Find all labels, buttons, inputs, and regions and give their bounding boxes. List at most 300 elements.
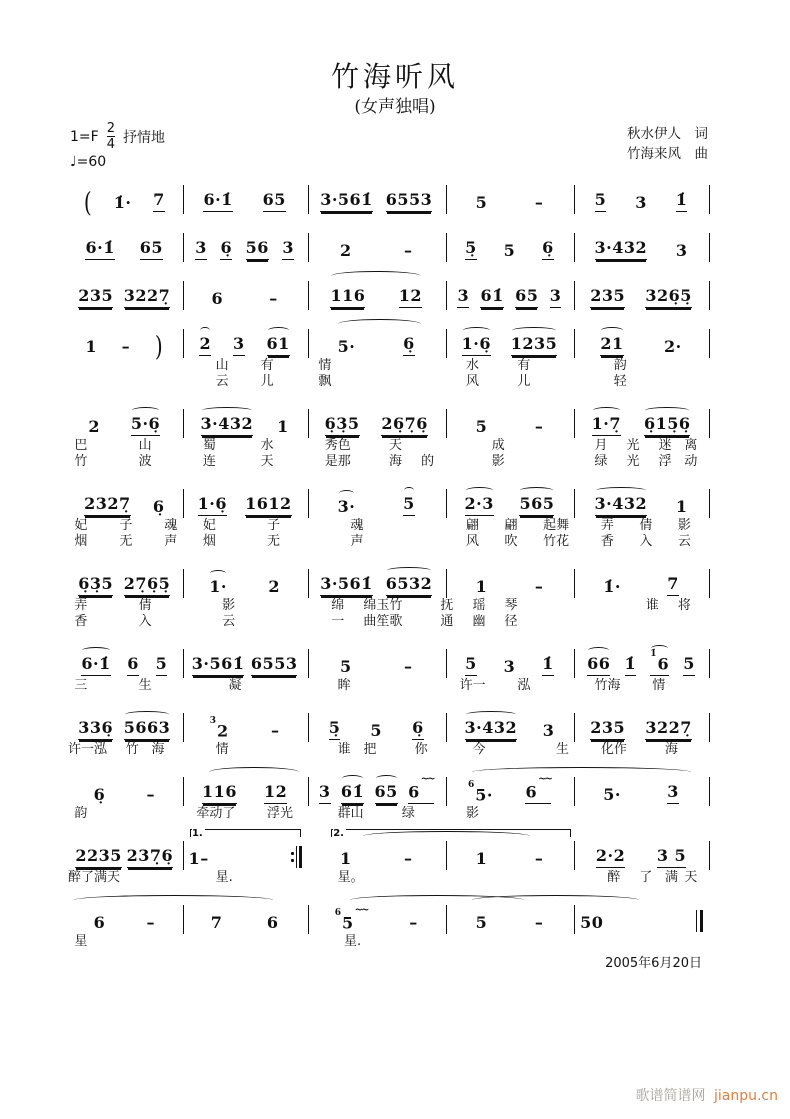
note-digits: – [404, 657, 413, 676]
measure [184, 649, 309, 678]
volta-label: 1. [191, 828, 203, 839]
note-digits: 2·3 [464, 494, 494, 513]
note-digits: 12 [398, 286, 423, 305]
lyric-syllable: 眸 [337, 678, 351, 693]
note-group [325, 414, 360, 436]
measure [68, 713, 184, 742]
lyric-syllable: 儿 [517, 374, 531, 389]
lyric-syllable: 影 [491, 454, 505, 469]
note-digits: 6̣3̣5 [78, 574, 114, 593]
note-group [114, 193, 132, 212]
note-digits: 1̇· [603, 577, 621, 596]
lyric-syllable: 韵 [613, 358, 627, 373]
measure [68, 489, 184, 518]
measure [68, 185, 184, 219]
lyric-syllable: 了 [639, 870, 653, 885]
note-digits: 6 [211, 289, 224, 308]
phrase-slur [363, 831, 530, 841]
note-group [84, 494, 131, 516]
note-group [198, 494, 227, 516]
note-group [590, 286, 625, 308]
note-group [635, 193, 647, 212]
measure [184, 185, 309, 214]
lyric-syllable: 是那 [324, 454, 351, 469]
lyric-syllable: 翩 [466, 518, 480, 533]
note-digits: 3 [542, 721, 555, 740]
measure [68, 569, 184, 598]
credits-block [627, 124, 708, 164]
note-digits: 1 [675, 497, 688, 516]
lyric-syllable: 魂 [164, 518, 178, 533]
note-group [220, 238, 232, 260]
meta-row [0, 120, 790, 176]
lyric-syllable: 弄 [600, 518, 614, 533]
lyric-syllable: 有 [517, 358, 531, 373]
measure [447, 773, 575, 806]
note-group [246, 238, 269, 260]
lyric-syllable: 天 [684, 870, 698, 885]
note-group [319, 782, 331, 804]
lyric-syllable: 轻 [613, 374, 627, 389]
note-digits: 1̇ [542, 654, 554, 673]
note-digits: – [534, 417, 544, 436]
lyric-syllable: 翩 [504, 518, 518, 533]
lyric-syllable: 你 [414, 742, 428, 757]
notes-row [68, 178, 710, 219]
note-group [127, 654, 139, 676]
note-group [676, 241, 688, 260]
phrase-slur [74, 895, 273, 905]
lyric-syllable: 竹海 [594, 678, 621, 693]
note-group [338, 497, 356, 516]
note-digits: 3·432 [200, 414, 254, 433]
note-digits: 2235 [75, 846, 122, 865]
lyric-syllable: 烟 [202, 534, 216, 549]
note-digits: 3 [635, 193, 647, 212]
duration-dash [535, 577, 544, 596]
duration-dash [404, 241, 413, 260]
time-signature-top: 2 [106, 121, 115, 136]
note-group [156, 654, 168, 676]
lyrics-row [68, 454, 710, 470]
measure [309, 905, 447, 934]
system-row-7 [68, 562, 710, 630]
composer-credit: 竹海来风 曲 [627, 146, 708, 162]
note-digits: 3227̣ [123, 286, 171, 305]
note-group [457, 286, 469, 308]
note-digits: – [409, 913, 418, 932]
note-digits: 3227̣ [645, 718, 692, 737]
lyric-syllable: 满 [665, 870, 679, 885]
duration-dash [535, 193, 544, 212]
lyric-syllable: 星. [215, 870, 233, 885]
lyric-syllable: 香 [74, 614, 88, 629]
lyrics-row [68, 438, 710, 454]
note-digits: 5· [337, 337, 356, 356]
lyric-syllable: 群山 [337, 806, 364, 821]
note-digits: 61̇ [340, 782, 365, 801]
note-group [504, 657, 516, 676]
notes-row [68, 562, 710, 598]
note-group [644, 414, 691, 436]
lyric-syllable: 起舞 [543, 518, 570, 533]
measure [68, 777, 184, 806]
lyric-syllable: 浮 [658, 454, 672, 469]
note-group [480, 286, 503, 308]
note-group [504, 241, 516, 260]
note-digits: 6̣ [542, 238, 554, 257]
lyric-syllable: 化作 [600, 742, 627, 757]
lyric-syllable: 绿 [594, 454, 608, 469]
note-group [645, 718, 692, 740]
note-digits: 6 [525, 782, 538, 801]
note-digits: 3 [318, 782, 331, 801]
note-digits: 326̣5̣ [645, 286, 692, 305]
parenthesis [154, 329, 164, 363]
lyric-syllable: 的 [421, 454, 435, 469]
lyric-syllable: 今 [472, 742, 486, 757]
time-signature [107, 122, 115, 151]
lyric-syllable: 曲笙歌 [363, 614, 403, 629]
note-digits: 7 [667, 574, 679, 593]
note-digits: 6̣15̣6̣ [643, 414, 691, 433]
duration-dash [200, 849, 209, 868]
duration-dash [535, 849, 544, 868]
note-group [683, 654, 695, 676]
measure [575, 185, 710, 214]
measure [309, 773, 447, 806]
watermark-url: jianpu.cn [713, 1088, 778, 1104]
note-group [542, 654, 554, 676]
note-digits: 3 5 [656, 846, 687, 865]
lyric-syllable: 谁 [645, 598, 659, 613]
final-barline [696, 910, 703, 932]
note-digits: 61̇ [480, 286, 504, 305]
measure [184, 777, 309, 806]
lyric-syllable: 瑶 [472, 598, 486, 613]
measure [575, 329, 710, 358]
measure [309, 713, 447, 742]
note-group [78, 286, 113, 308]
measure [184, 233, 309, 262]
measure [309, 329, 447, 358]
lyric-syllable: 秀色 [324, 438, 351, 453]
note-group [386, 574, 433, 596]
lyric-syllable: 香 [600, 534, 614, 549]
note-digits: 5 [465, 654, 477, 673]
system-row-12 [68, 898, 710, 950]
note-digits: 7 [210, 913, 223, 932]
note-digits: 1235 [510, 334, 558, 353]
note-digits: 2 [199, 334, 212, 353]
key-line [70, 122, 165, 151]
lyric-syllable: 子 [119, 518, 133, 533]
lyric-syllable: 倩 [639, 518, 653, 533]
lyric-syllable: 海 [665, 742, 679, 757]
time-signature-bottom: 4 [106, 137, 115, 152]
note-digits: – [404, 241, 413, 260]
note-digits: 2 [88, 417, 101, 436]
measure [575, 409, 710, 438]
trill-ornament: ~~ [354, 904, 368, 916]
note-digits: 1 [339, 849, 352, 868]
note-group [199, 334, 211, 356]
note-digits: 6̣ [412, 718, 424, 737]
lyric-syllable: 绵 [331, 598, 345, 613]
measure [447, 649, 575, 678]
lyrics-row [68, 870, 710, 886]
measure [184, 489, 309, 518]
note-group [131, 414, 160, 436]
phrase-slur [338, 319, 421, 329]
lyric-syllable: 成 [491, 438, 505, 453]
note-digits: 6 [657, 654, 670, 673]
note-digits: 6553 [385, 190, 433, 209]
measure [447, 233, 575, 262]
measure [309, 649, 447, 678]
lyric-syllable: 海 [151, 742, 165, 757]
lyric-syllable: 光 [626, 454, 640, 469]
note-digits: – [534, 849, 544, 868]
note-digits: 5 [155, 654, 168, 673]
note-digits: 6 [266, 913, 279, 932]
note-group [268, 577, 280, 596]
system-row-1 [68, 178, 710, 219]
note-group [263, 190, 286, 212]
note-group [386, 190, 433, 212]
duration-dash [535, 417, 544, 436]
note-group [542, 238, 554, 260]
note-digits: 6·1̇ [85, 238, 115, 257]
note-digits: 5· [475, 785, 493, 804]
lyric-syllable: 生 [138, 678, 152, 693]
note-digits: 1·6̣ [461, 334, 491, 353]
measure [309, 489, 447, 518]
lyrics-row [68, 518, 710, 534]
lyric-syllable: 浮光 [267, 806, 294, 821]
note-digits: 66 [587, 654, 611, 673]
note-group [667, 574, 679, 596]
note-group [209, 715, 229, 740]
measure [184, 713, 309, 742]
note-digits: 0 [591, 913, 604, 932]
note-group [124, 286, 171, 308]
note-digits: 2 [339, 241, 352, 260]
note-group [476, 849, 488, 868]
note-group [189, 849, 201, 868]
song-title: 竹海听风 [330, 60, 459, 93]
note-digits: 5 [339, 657, 352, 676]
measure [575, 905, 710, 934]
lyric-syllable: 月 [594, 438, 608, 453]
note-digits: – [146, 785, 155, 804]
note-digits: 6̣ [152, 497, 165, 516]
note-digits: 5· [603, 785, 621, 804]
duration-dash [409, 913, 418, 932]
note-digits: – [534, 193, 544, 212]
lyric-syllable: 海 [389, 454, 403, 469]
lyric-syllable: 巴 [74, 438, 88, 453]
lyric-syllable: 将 [677, 598, 691, 613]
lyric-syllable: 儿 [260, 374, 274, 389]
lyric-syllable: 云 [222, 614, 236, 629]
lyric-syllable: 无 [267, 534, 281, 549]
lyric-syllable: 许一泓 [68, 742, 108, 757]
note-digits: 3 [195, 238, 207, 257]
note-group [78, 574, 113, 596]
lyric-syllable: 声 [350, 534, 364, 549]
lyric-syllable: 径 [504, 614, 518, 629]
note-group [212, 289, 224, 308]
trill-ornament: ~~ [420, 773, 434, 785]
note-group [251, 654, 298, 676]
note-digits: 1·7̣ [591, 414, 621, 433]
measure [447, 409, 575, 438]
note-digits: 5̣ [465, 238, 477, 257]
note-group [592, 414, 621, 436]
date-label: 2005年6月20日 [605, 956, 702, 971]
note-digits: 3 [503, 657, 516, 676]
note-digits: 65 [515, 286, 539, 305]
measure [575, 569, 710, 598]
parenthesis [83, 185, 93, 219]
note-digits: 2·2 [595, 846, 626, 865]
lyric-syllable: 飘 [318, 374, 332, 389]
note-group [81, 654, 110, 676]
tempo-line [70, 154, 165, 170]
note-digits: 5 [503, 241, 516, 260]
lyric-syllable: 蜀 [202, 438, 216, 453]
lyric-syllable: 烟 [74, 534, 88, 549]
phrase-slur [209, 767, 299, 777]
grace-note: 3 [209, 715, 216, 726]
note-group [465, 654, 477, 676]
lyric-syllable: 情 [318, 358, 332, 373]
measure [184, 409, 309, 438]
lyric-syllable: 许一 [459, 678, 486, 693]
note-group [153, 190, 165, 212]
repeat-barline [291, 846, 302, 868]
lyrics-row [68, 742, 710, 758]
measure [447, 281, 575, 310]
measure [68, 841, 184, 870]
note-digits: 3 [457, 286, 470, 305]
measure [184, 281, 309, 310]
note-digits: 3·432 [594, 494, 648, 513]
duration-dash [404, 849, 413, 868]
note-group [341, 782, 364, 804]
note-digits: 65 [262, 190, 286, 209]
note-group [676, 497, 688, 516]
measure [184, 905, 309, 934]
note-digits: 3 [549, 286, 562, 305]
note-digits: – [146, 913, 155, 932]
note-digits: – [404, 849, 413, 868]
phrase-slur [472, 767, 690, 777]
system-row-3 [68, 274, 710, 310]
note-group [320, 574, 373, 596]
lyric-syllable: 山 [138, 438, 152, 453]
lyric-syllable: 天 [260, 454, 274, 469]
note-group [412, 718, 424, 740]
note-group [476, 913, 488, 932]
note-group [267, 334, 290, 356]
note-digits: 3 [667, 782, 679, 801]
measure [184, 841, 309, 870]
measure [447, 841, 575, 870]
notes-row [68, 482, 710, 518]
note-group [580, 913, 592, 932]
lyric-syllable: 醉 [607, 870, 621, 885]
note-digits: 21 [600, 334, 624, 353]
note-digits: 5663 [123, 718, 171, 737]
note-group [465, 494, 494, 516]
lyric-syllable: 妃 [74, 518, 88, 533]
note-group [153, 497, 165, 516]
lyrics-row [68, 374, 710, 390]
lyric-syllable: 入 [138, 614, 152, 629]
lyric-syllable: 谁 [337, 742, 351, 757]
measure [447, 569, 575, 598]
lyrics-row [68, 806, 710, 822]
note-digits: 1 [85, 337, 97, 356]
note-group [282, 238, 294, 260]
note-digits: 116 [330, 286, 366, 305]
note-digits: 5 [403, 494, 415, 513]
lyric-syllable: 光 [626, 438, 640, 453]
measure [575, 233, 710, 262]
grace-note: 1̇ [650, 648, 657, 659]
title-block [0, 0, 790, 120]
measure [68, 649, 184, 678]
lyric-syllable: 三 [74, 678, 88, 693]
key-signature: 1=F [70, 128, 99, 145]
duration-dash [146, 785, 155, 804]
note-group [192, 654, 245, 676]
lyrics-row [68, 534, 710, 550]
measure [575, 489, 710, 518]
measure [309, 281, 447, 310]
note-digits: 6553 [250, 654, 298, 673]
lyric-syllable: 凝 [228, 678, 242, 693]
system-row-6 [68, 482, 710, 550]
lyricist-credit: 秋水伊人 词 [627, 126, 708, 142]
note-group [476, 193, 488, 212]
note-group [202, 782, 237, 804]
note-digits: – [121, 337, 131, 356]
note-digits: – [271, 721, 280, 740]
note-group [233, 334, 245, 356]
notes-row [68, 226, 710, 262]
lyric-syllable: 竹 [125, 742, 139, 757]
measure [447, 713, 575, 742]
key-signature-block [70, 122, 165, 170]
volta-bracket [190, 829, 301, 837]
lyric-syllable: 迷 [658, 438, 672, 453]
lyric-syllable: 云 [677, 534, 691, 549]
notes-row [68, 402, 710, 438]
note-digits: ) [154, 329, 164, 363]
note-digits: 5 [475, 193, 488, 212]
note-digits: 1̇ [675, 190, 688, 209]
note-digits: 5 [594, 190, 607, 209]
note-digits: ( [83, 185, 93, 219]
note-digits: 3·432 [594, 238, 648, 257]
note-digits: 3·561̇ [191, 654, 245, 673]
note-group [85, 238, 114, 260]
note-digits: 2327̣ [84, 494, 131, 513]
note-group [375, 782, 398, 804]
